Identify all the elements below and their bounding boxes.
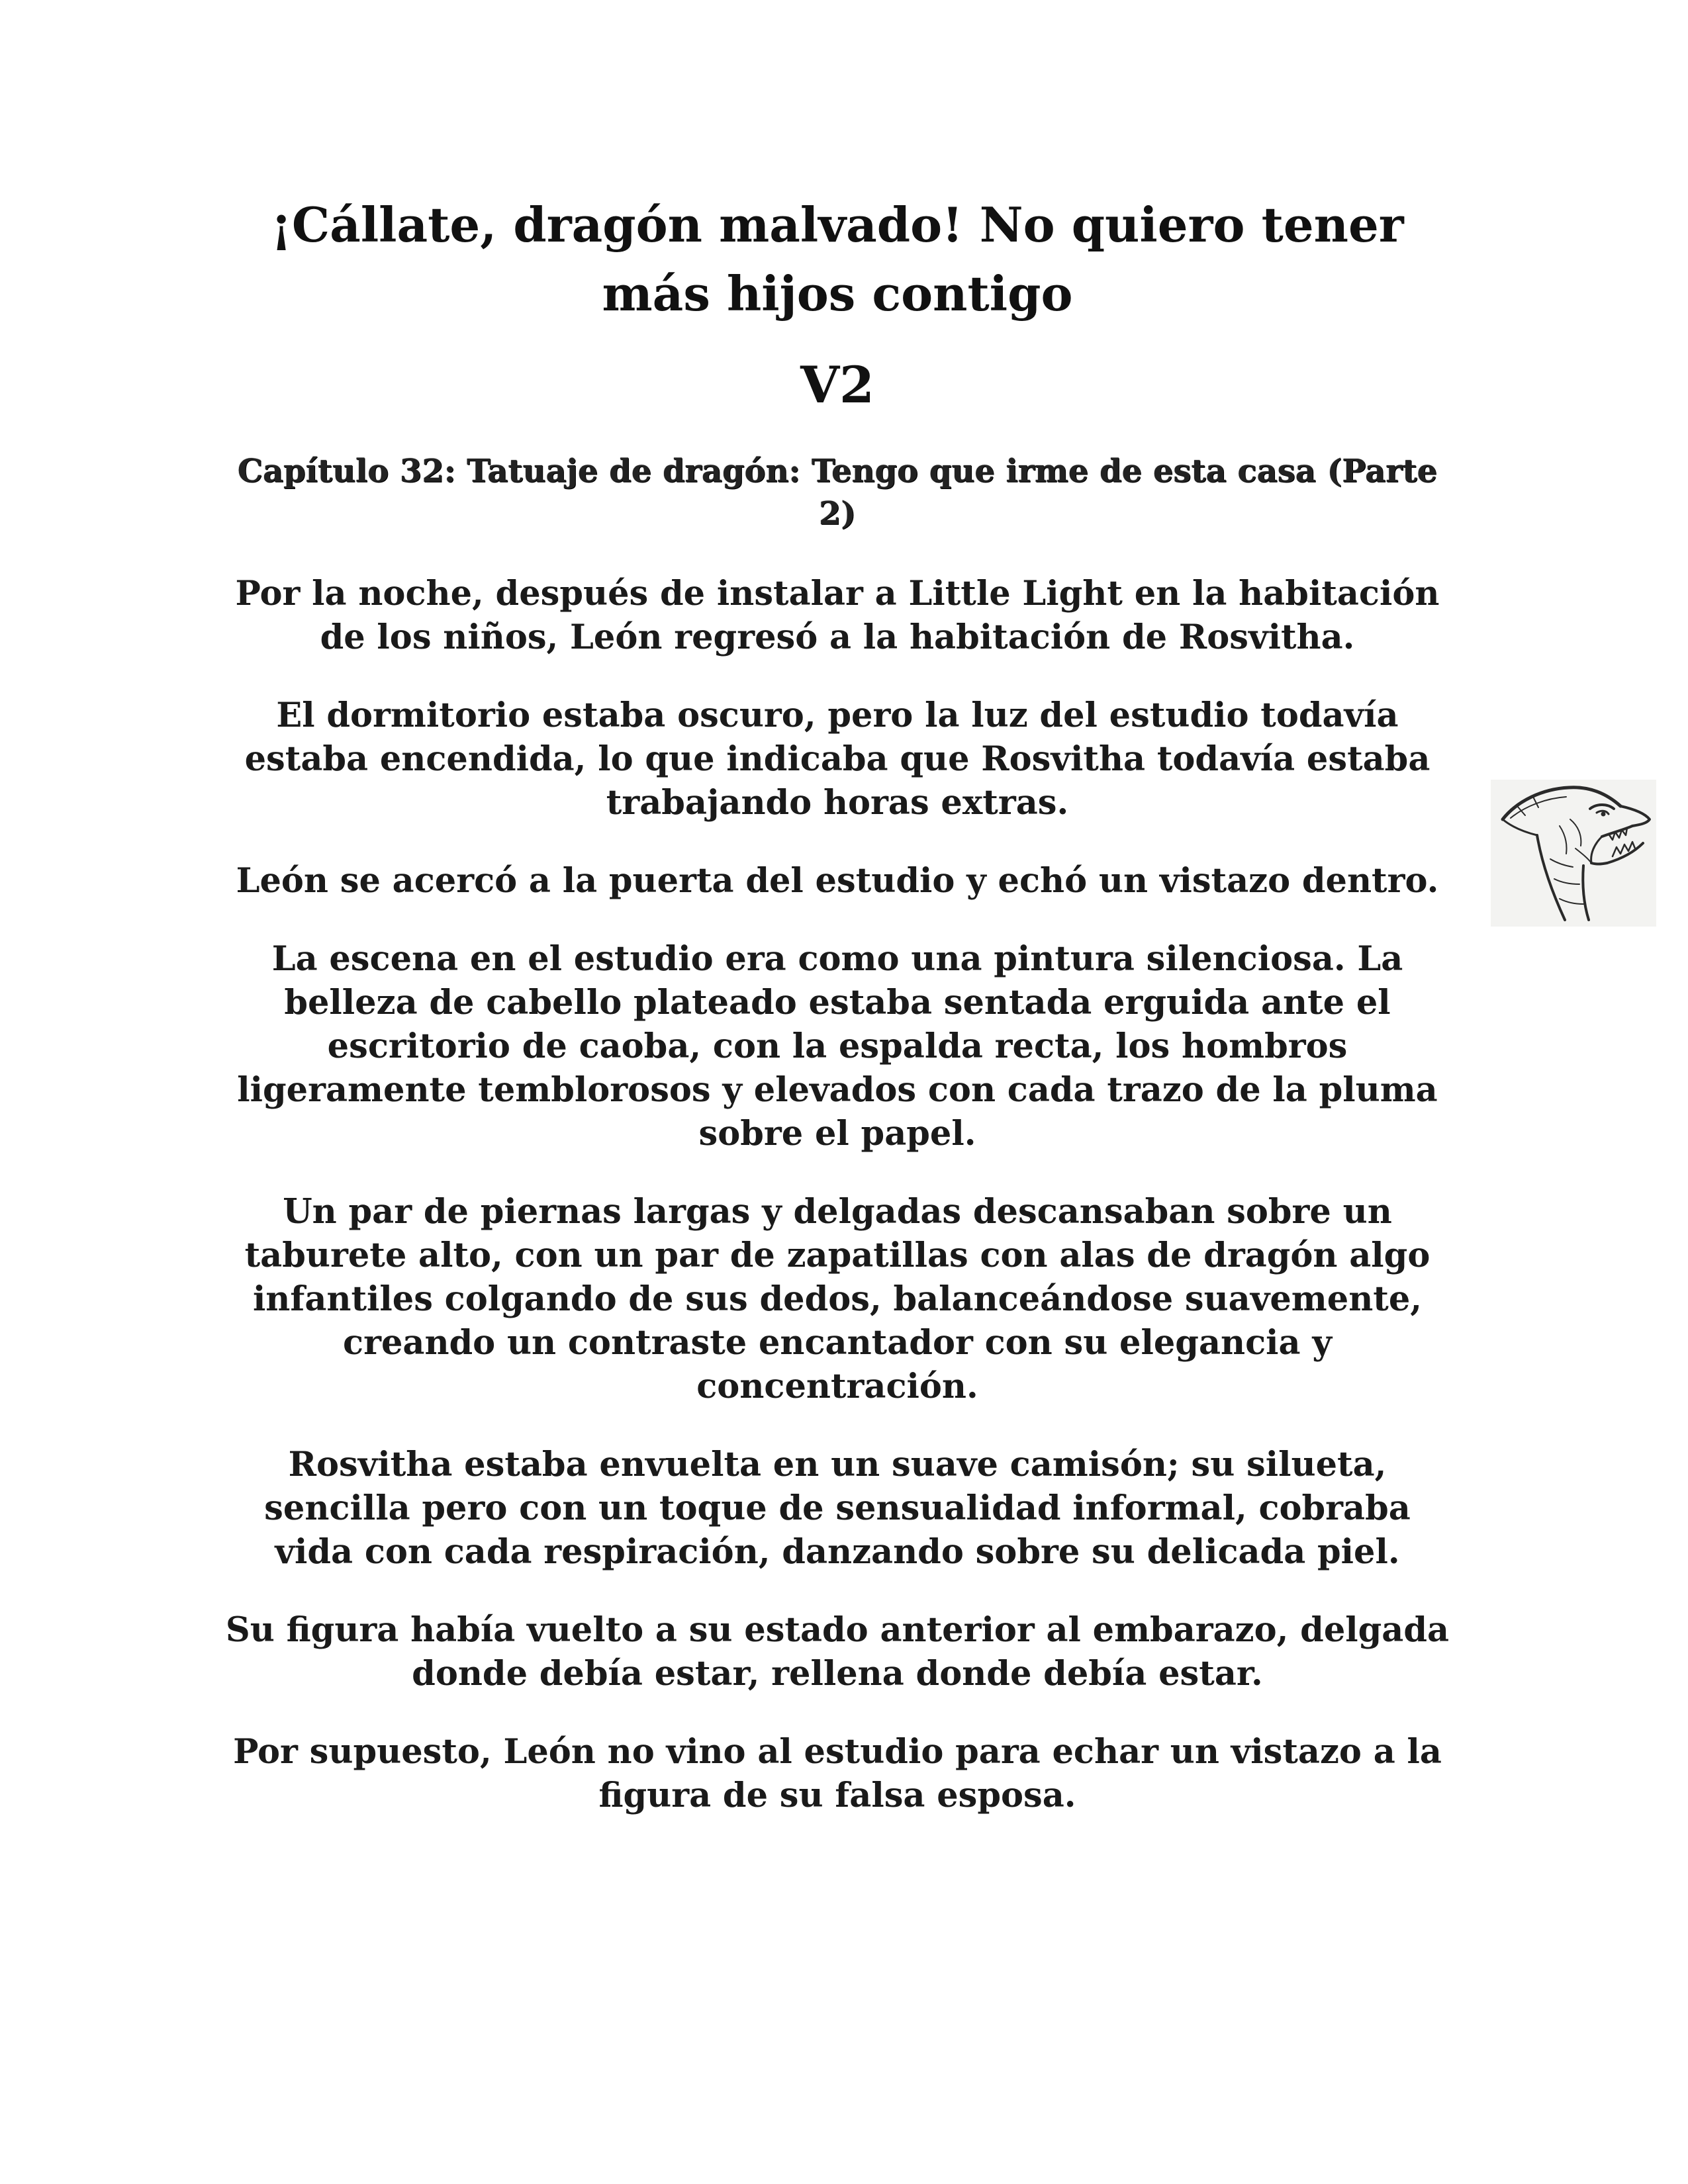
- paragraph: El dormitorio estaba oscuro, pero la luz del estudio todavía estaba encendida, lo que indicaba que Rosvitha todavía estaba trabajando horas extras.: [244, 696, 1430, 823]
- paragraph: Rosvitha estaba envuelta en un suave camisón; su silueta, sencilla pero con un toque de sensualidad informal, cobraba vida con cada respiración, danzando sobre su delicada piel.: [264, 1445, 1411, 1572]
- dragon-head-sketch-icon: [1491, 780, 1656, 927]
- document-title: ¡Cállate, dragón malvado! No quiero tener más hijos contigo: [271, 197, 1404, 322]
- paragraph: Por supuesto, León no vino al estudio para echar un vistazo a la figura de su falsa esposa.: [233, 1732, 1442, 1815]
- paragraph: La escena en el estudio era como una pintura silenciosa. La belleza de cabello plateado estaba sentada erguida ante el escritorio de caoba, con la espalda recta, los hombros ligeramente temblorosos y elevados con cada trazo de la pluma sobre el papel.: [237, 939, 1438, 1154]
- version-label: V2: [800, 355, 874, 414]
- paragraph: Su figura había vuelto a su estado anterior al embarazo, delgada donde debía estar, rellena donde debía estar.: [225, 1610, 1450, 1694]
- chapter-heading: Capítulo 32: Tatuaje de dragón: Tengo que irme de esta casa (Parte 2): [237, 453, 1438, 532]
- paragraph: Un par de piernas largas y delgadas descansaban sobre un taburete alto, con un par de zapatillas con alas de dragón algo infantiles colgando de sus dedos, balanceándose suavemente, creando un contraste encantador con su elegancia y concentración.: [244, 1192, 1430, 1406]
- paragraph: León se acercó a la puerta del estudio y echó un vistazo dentro.: [236, 861, 1439, 901]
- document-body: [225, 191, 1450, 1817]
- paragraph: Por la noche, después de instalar a Little Light en la habitación de los niños, León regresó a la habitación de Rosvitha.: [235, 574, 1440, 657]
